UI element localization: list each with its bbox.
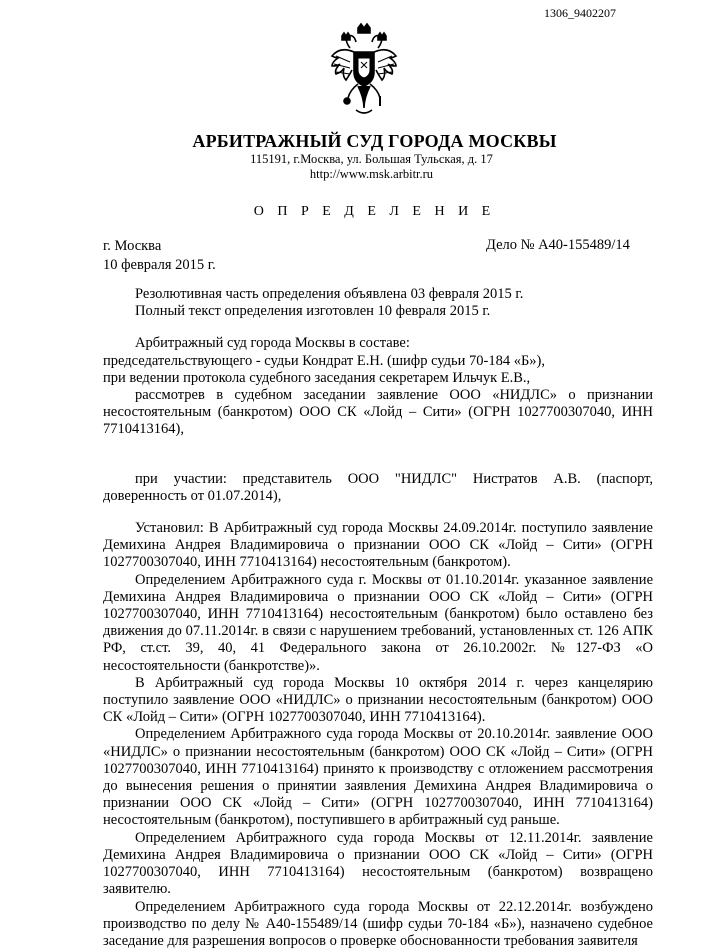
court-website: http://www.msk.arbitr.ru <box>24 167 719 182</box>
document-body <box>103 286 653 950</box>
court-address-block <box>0 152 719 182</box>
presiding-judge: председательствующего - судьи Кондрат Е.Н. (шифр судьи 70-184 «Б»), <box>103 353 653 370</box>
coat-of-arms-icon <box>328 22 400 118</box>
body-paragraph: Определением Арбитражного суда города Москвы от 20.10.2014г. заявление ООО «НИДЛС» о признании несостоятельным (банкротом) ООО СК «Лойд – Сити» (ОГРН 1027700307040, ИНН 7710413164) принято к производству с отложением рассмотрения до вынесения решения о принятии заявления Демихина Андрея Владимировича о признании ООО СК «Лойд – Сити» (ОГРН 1027700307040, ИНН 7710413164) несостоятельным (банкротом), поступившего в арбитражный суд раньше. <box>103 726 653 829</box>
full-text-made: Полный текст определения изготовлен 10 февраля 2015 г. <box>103 303 653 320</box>
body-paragraph: Установил: В Арбитражный суд города Москвы 24.09.2014г. поступило заявление Демихина Андрея Владимировича о признании ООО СК «Лойд – Сити» (ОГРН 1027700307040, ИНН 7710413164) несостоятельным (банкротом). <box>103 520 653 572</box>
resolution-announced: Резолютивная часть определения объявлена 03 февраля 2015 г. <box>103 286 653 303</box>
document-date: 10 февраля 2015 г. <box>103 256 216 275</box>
court-secretary: при ведении протокола судебного заседания секретарем Ильчук Е.В., <box>103 370 653 387</box>
court-composition: Арбитражный суд города Москвы в составе: <box>103 335 653 352</box>
body-paragraph: Определением Арбитражного суда г. Москвы от 01.10.2014г. указанное заявление Демихина Андрея Владимировича о признании ООО СК «Лойд – Сити» (ОГРН 1027700307040, ИНН 7710413164) несостоятельным (банкротом) было оставлено без движения до 07.11.2014г. в связи с нарушением требований, установленных ст. 126 АПК РФ, ст.ст. 39, 40, 41 Федерального закона от 26.10.2002г. №127-ФЗ «О несостоятельности (банкротстве)». <box>103 572 653 675</box>
court-address: 115191, г.Москва, ул. Большая Тульская, д. 17 <box>24 152 719 167</box>
participation: при участии: представитель ООО "НИДЛС" Нистратов А.В. (паспорт, доверенность от 01.07.2014), <box>103 471 653 505</box>
body-paragraph: Определением Арбитражного суда города Москвы от 22.12.2014г. возбуждено производство по делу № А40-155489/14 (шифр судьи 70-184 «Б»), назначено судебное заседание для разрешения вопросов о проверке обоснованности требования заявителя <box>103 899 653 950</box>
body-paragraph: Определением Арбитражного суда города Москвы от 12.11.2014г. заявление Демихина Андрея Владимировича о признании ООО СК «Лойд – Сити» (ОГРН 1027700307040, ИНН 7710413164) несостоятельным (банкротом) возвращено заявителю. <box>103 830 653 899</box>
city-date-block <box>103 237 216 275</box>
city: г. Москва <box>103 237 216 256</box>
considering-claim: рассмотрев в судебном заседании заявление ООО «НИДЛС» о признании несостоятельным (банкротом) ООО СК «Лойд – Сити» (ОГРН 1027700307040, ИНН 7710413164), <box>103 387 653 439</box>
document-title: О П Р Е Д Е Л Е Н И Е <box>0 204 719 220</box>
document-id: 1306_9402207 <box>544 6 616 21</box>
case-number: Дело № А40-155489/14 <box>486 237 630 254</box>
body-paragraph: В Арбитражный суд города Москвы 10 октября 2014 г. через канцелярию поступило заявление ООО «НИДЛС» о признании несостоятельным (банкротом) ООО СК «Лойд – Сити» (ОГРН 1027700307040, ИНН 7710413164). <box>103 675 653 727</box>
court-name: АРБИТРАЖНЫЙ СУД ГОРОДА МОСКВЫ <box>0 131 719 152</box>
